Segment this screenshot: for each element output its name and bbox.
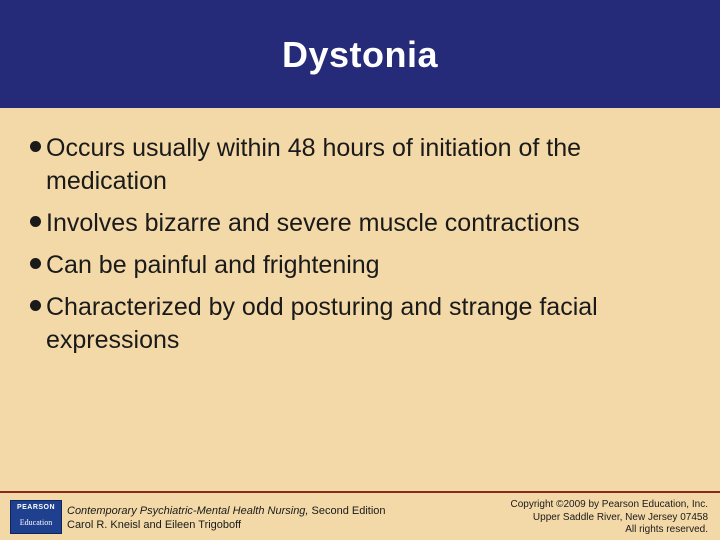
footer-divider: [0, 491, 720, 493]
bullet-text: Characterized by odd posturing and strange facial expressions: [46, 293, 598, 354]
copyright-line: Upper Saddle River, New Jersey 07458: [532, 511, 708, 523]
copyright-notice: [511, 499, 709, 537]
bullet-text: Occurs usually within 48 hours of initiation of the medication: [46, 134, 581, 195]
bullet-item: [30, 203, 700, 240]
bullet-text: Involves bizarre and severe muscle contractions: [46, 209, 580, 237]
copyright-line: Copyright ©2009 by Pearson Education, Inc.: [510, 499, 708, 510]
book-authors: Carol R. Kneisl and Eileen Trigoboff: [67, 519, 242, 531]
slide-title: Dystonia: [281, 34, 439, 75]
bullet-dot-icon: [30, 216, 41, 227]
book-citation: [67, 504, 386, 532]
logo-bottom-text: Education: [19, 518, 53, 527]
title-bar: [0, 0, 720, 108]
bullet-list: [30, 128, 700, 362]
pearson-logo: [10, 500, 62, 534]
bullet-text: Can be painful and frightening: [46, 251, 380, 279]
bullet-item: [30, 128, 700, 198]
bullet-dot-icon: [30, 300, 41, 311]
bullet-dot-icon: [30, 258, 41, 269]
bullet-item: [30, 287, 700, 357]
copyright-line: All rights reserved.: [625, 524, 708, 535]
bullet-dot-icon: [30, 141, 41, 152]
bullet-item: [30, 245, 700, 282]
logo-top-text: PEARSON: [16, 504, 56, 511]
book-title: Contemporary Psychiatric-Mental Health Nursing,: [67, 505, 309, 517]
book-edition: Second Edition: [308, 505, 386, 517]
